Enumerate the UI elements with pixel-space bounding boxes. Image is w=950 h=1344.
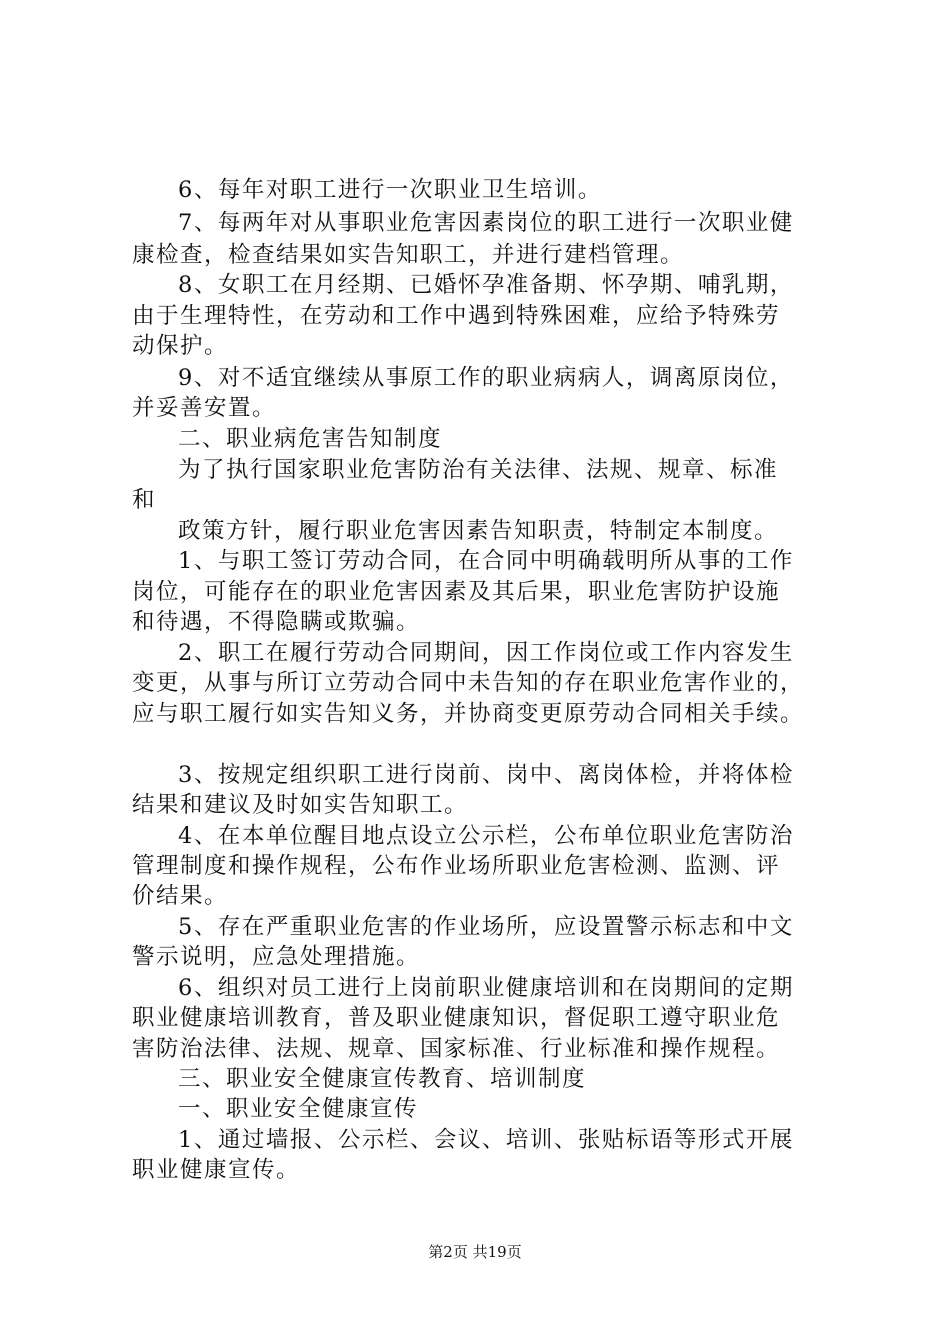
text-line: 和待遇，不得隐瞒或欺骗。	[132, 609, 421, 635]
text-line: 康检查，检查结果如实告知职工，并进行建档管理。	[132, 242, 685, 268]
text-line: 动保护。	[132, 333, 229, 359]
text-line: 6、组织对员工进行上岗前职业健康培训和在岗期间的定期	[178, 975, 794, 1001]
text-line: 5、存在严重职业危害的作业场所，应设置警示标志和中文	[178, 914, 794, 940]
text-line: 价结果。	[132, 883, 229, 909]
text-line: 2、职工在履行劳动合同期间，因工作岗位或工作内容发生	[178, 640, 794, 666]
text-line: 4、在本单位醒目地点设立公示栏，公布单位职业危害防治	[178, 823, 794, 849]
text-line: 7、每两年对从事职业危害因素岗位的职工进行一次职业健	[178, 210, 794, 236]
section-heading: 三、职业安全健康宣传教育、培训制度	[178, 1066, 587, 1092]
text-line: 害防治法律、法规、规章、国家标准、行业标准和操作规程。	[132, 1036, 781, 1062]
text-line: 由于生理特性，在劳动和工作中遇到特殊困难，应给予特殊劳	[132, 303, 781, 329]
text-line: 职业健康宣传。	[132, 1157, 301, 1183]
text-line: 结果和建议及时如实告知职工。	[132, 792, 469, 818]
text-line: 变更，从事与所订立劳动合同中未告知的存在职业危害作业的，	[132, 670, 805, 696]
text-line: 3、按规定组织职工进行岗前、岗中、离岗体检，并将体检	[178, 762, 794, 788]
text-line: 岗位，可能存在的职业危害因素及其后果，职业危害防护设施	[132, 579, 781, 605]
text-line: 1、通过墙报、公示栏、会议、培训、张贴标语等形式开展	[178, 1127, 794, 1153]
page-footer: 第2页 共19页	[428, 1243, 522, 1261]
text-line: 职业健康培训教育，普及职业健康知识，督促职工遵守职业危	[132, 1005, 781, 1031]
text-line: 8、女职工在月经期、已婚怀孕准备期、怀孕期、哺乳期，	[178, 272, 794, 298]
text-line: 警示说明，应急处理措施。	[132, 944, 421, 970]
text-line: 6、每年对职工进行一次职业卫生培训。	[178, 177, 602, 203]
text-line: 并妥善安置。	[132, 395, 277, 421]
text-line: 管理制度和操作规程，公布作业场所职业危害检测、监测、评	[132, 853, 781, 879]
text-line: 9、对不适宜继续从事原工作的职业病病人，调离原岗位，	[178, 365, 794, 391]
text-line: 和	[132, 487, 157, 513]
subsection-heading: 一、职业安全健康宣传	[178, 1096, 419, 1122]
text-line: 应与职工履行如实告知义务，并协商变更原劳动合同相关手续。	[132, 701, 805, 727]
text-line: 政策方针，履行职业危害因素告知职责，特制定本制度。	[178, 518, 779, 544]
text-line: 为了执行国家职业危害防治有关法律、法规、规章、标准	[178, 457, 779, 483]
section-heading: 二、职业病危害告知制度	[178, 426, 443, 452]
text-line: 1、与职工签订劳动合同，在合同中明确载明所从事的工作	[178, 548, 794, 574]
